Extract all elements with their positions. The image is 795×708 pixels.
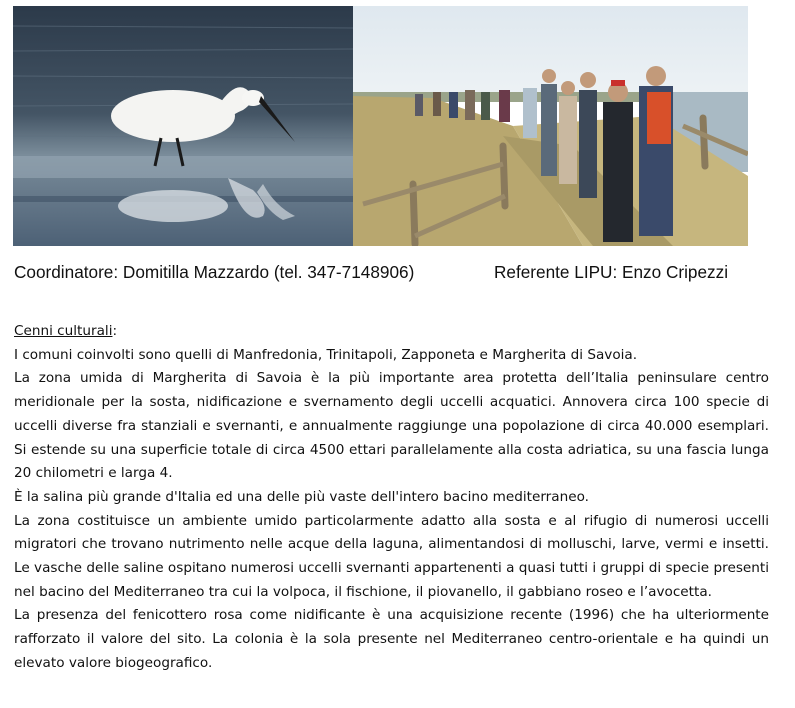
lipu-referente: Referente LIPU: Enzo Cripezzi [494, 262, 729, 282]
egret-image [13, 6, 353, 246]
paragraph-flamingo: La presenza del fenicottero rosa come nidificante è una acquisizione recente (1996) che ha ulteriormente rafforzato il valore del sito. La colonia è la sola presente nel Mediterraneo centro-orientale e ha quindi un elevato valore biogeografico. [14, 607, 769, 671]
section-heading-colon: : [112, 323, 118, 339]
contact-line [14, 262, 754, 286]
section-heading-line [14, 320, 769, 344]
group-hike-photo [353, 6, 748, 246]
paragraph-salina: È la salina più grande d'Italia ed una delle più vaste dell'intero bacino mediterraneo. [14, 488, 589, 505]
egret-photo [13, 6, 353, 246]
paragraph-migratory-birds: La zona costituisce un ambiente umido particolarmente adatto alla sosta e al rifugio di numerosi uccelli migratori che trovano nutrimento nelle acque della laguna, alimentandosi di molluschi, larve, vermi e insetti. Le vasche delle saline ospitano numerosi uccelli svernanti appartenenti a quasi tutti i gruppi di specie presenti nel bacino del Mediterraneo tra cui la volpoca, il fischione, il piovanello, il gabbiano roseo e l’avocetta. [14, 512, 769, 600]
section-heading: Cenni culturali [14, 323, 113, 339]
paragraph-municipalities: I comuni coinvolti sono quelli di Manfredonia, Trinitapoli, Zapponeta e Margherita di Savoia. [14, 346, 638, 363]
photo-strip [13, 6, 748, 246]
paragraph-wetland: La zona umida di Margherita di Savoia è la più importante area protetta dell’Italia peninsulare centro meridionale per la sosta, nidificazione e svernamento degli uccelli acquatici. Annovera circa 100 specie di uccelli diverse fra stanziali e svernanti, e annualmente raggiunge una popolazione di circa 40.000 esemplari. Si estende su una superficie totale di circa 4500 ettari parallelamente alla costa adriatica, su una fascia lunga 20 chilometri e larga 4. [14, 370, 769, 482]
coordinator-contact: Coordinatore: Domitilla Mazzardo (tel. 347-7148906) [14, 262, 415, 282]
group-hike-image [353, 6, 748, 246]
cultural-notes [14, 320, 769, 676]
